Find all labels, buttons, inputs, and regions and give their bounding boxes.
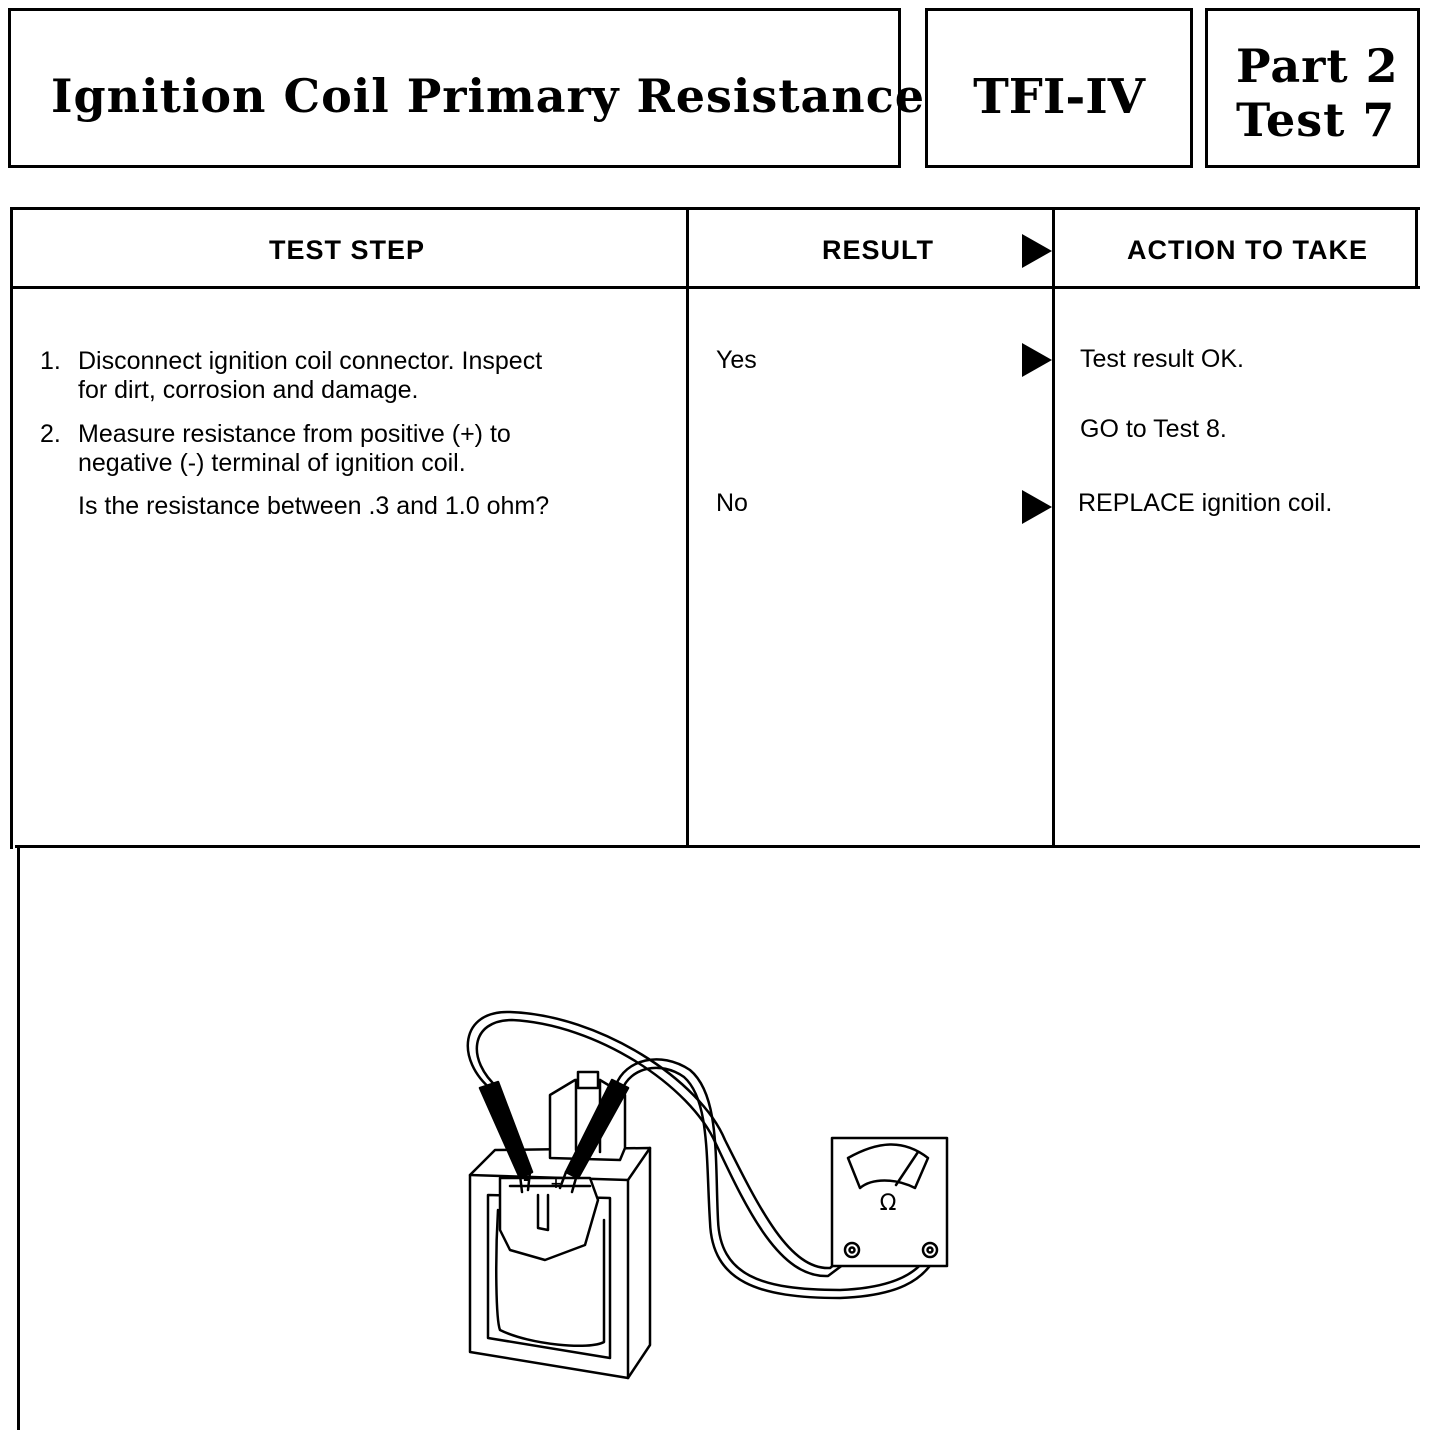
table-left-border (10, 207, 13, 849)
action-text: GO to Test 8. (1080, 415, 1227, 443)
table-bottom-border (15, 845, 1420, 848)
table-top-border (10, 207, 1420, 210)
ohmmeter-illustration (440, 990, 960, 1390)
arrow-icon (1022, 490, 1052, 524)
column-header-action: ACTION TO TAKE (1127, 235, 1368, 265)
step-text-line: negative (-) terminal of ignition coil. (78, 449, 466, 477)
column-divider-1 (686, 207, 689, 847)
step-text-line: Measure resistance from positive (+) to (78, 420, 511, 448)
step-question: Is the resistance between .3 and 1.0 ohm? (78, 492, 550, 520)
page-title: Ignition Coil Primary Resistance (51, 69, 926, 123)
step-text-line: for dirt, corrosion and damage. (78, 376, 419, 404)
arrow-icon (1022, 343, 1052, 377)
header-divider (10, 286, 1420, 289)
part-test-box (1205, 8, 1420, 168)
coil-terminal-minus-label: - (523, 1172, 529, 1188)
column-divider-2 (1052, 207, 1055, 847)
title-box (8, 8, 926, 168)
page-left-border (17, 845, 20, 1430)
result-no: No (716, 489, 748, 517)
table-right-border (1415, 207, 1418, 289)
action-text: Test result OK. (1080, 345, 1244, 373)
system-box (925, 8, 1193, 168)
part-label: Part 2 (1236, 39, 1399, 93)
step-number: 1. (40, 347, 61, 375)
step-number: 2. (40, 420, 61, 448)
test-label: Test 7 (1236, 93, 1396, 147)
coil-terminal-plus-label: + (550, 1176, 562, 1192)
arrow-icon (1022, 234, 1052, 268)
action-text: REPLACE ignition coil. (1078, 489, 1333, 517)
step-text-line: Disconnect ignition coil connector. Inspect (78, 347, 543, 375)
column-header-result: RESULT (822, 235, 934, 265)
meter-symbol: Ω (879, 1191, 897, 1216)
result-yes: Yes (716, 346, 757, 374)
system-label: TFI-IV (973, 69, 1145, 125)
column-header-test-step: TEST STEP (269, 235, 426, 265)
